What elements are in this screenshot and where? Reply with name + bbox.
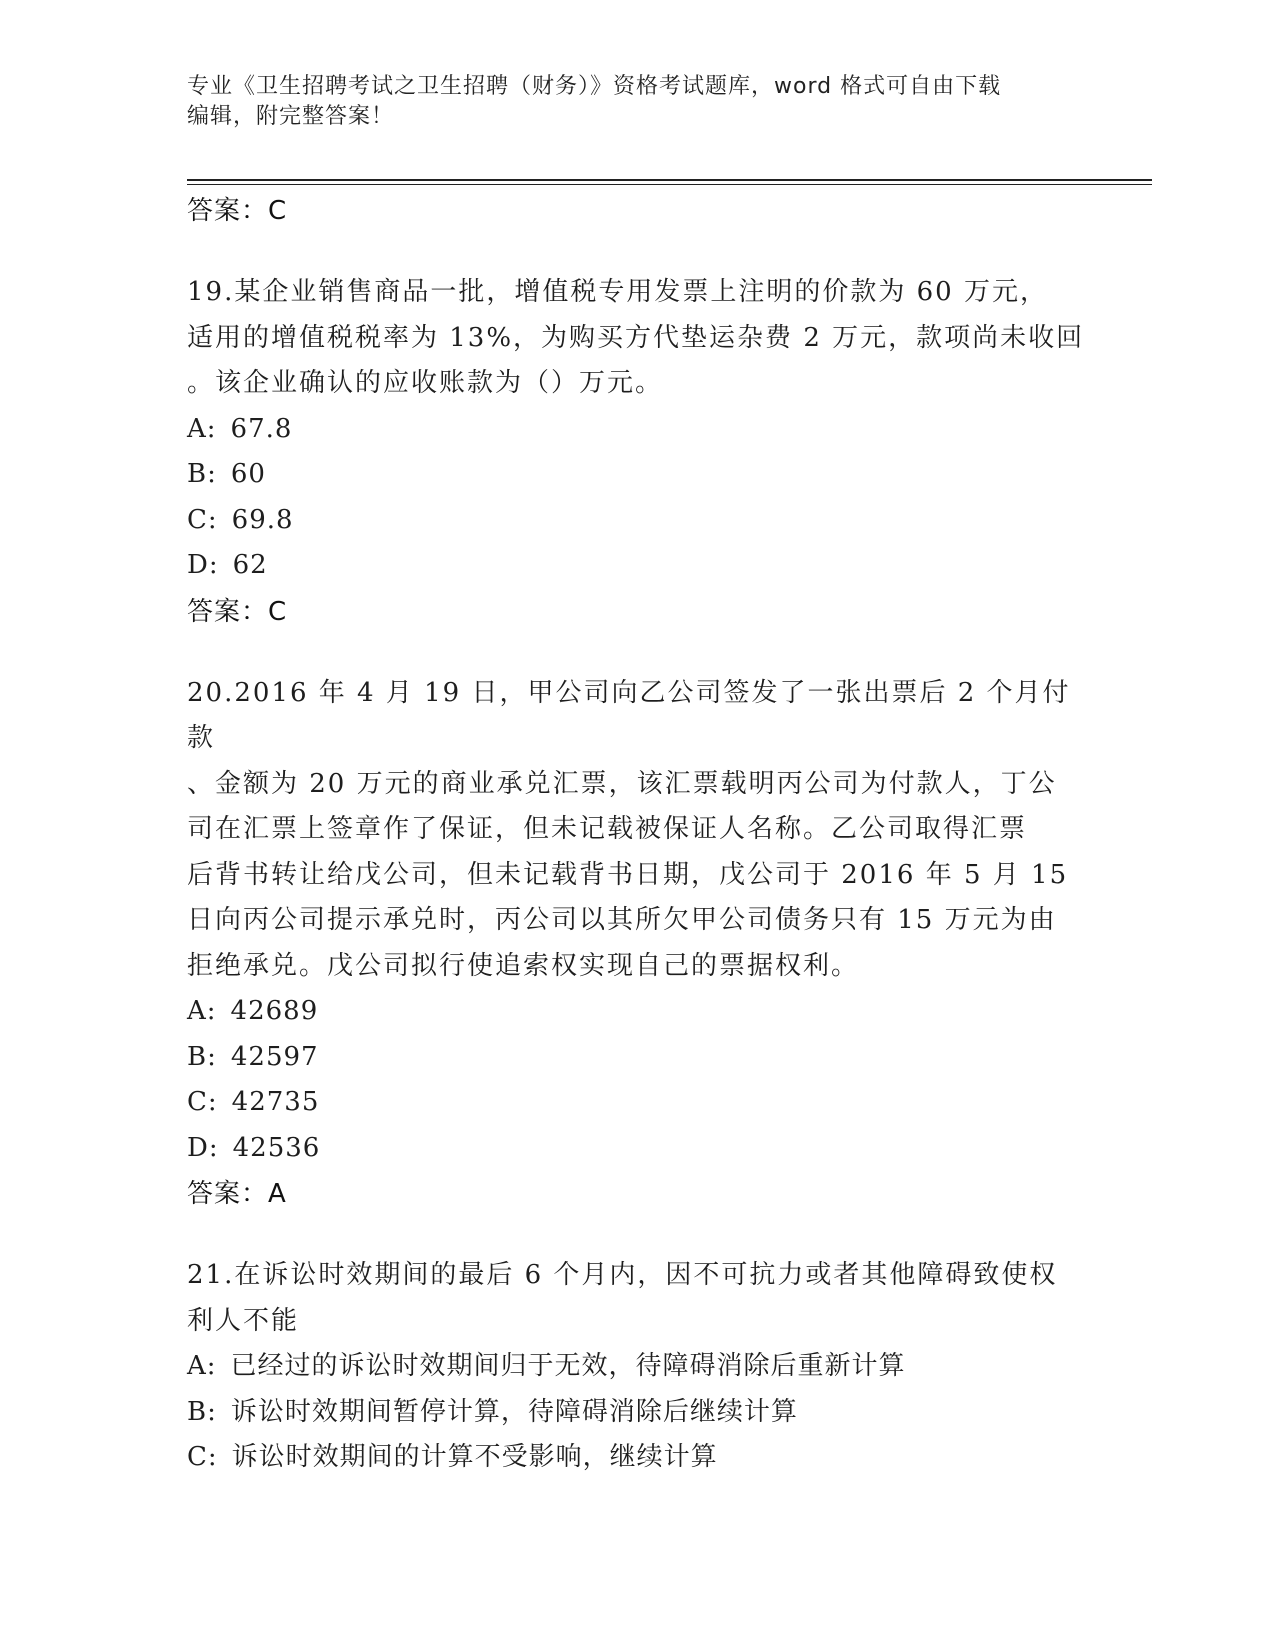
option-letter: C:	[187, 1087, 218, 1117]
stem-line: 后背书转让给戊公司，但未记载背书日期，戊公司于 2016 年 5 月 15	[187, 859, 1069, 890]
question-list	[187, 188, 1087, 1481]
option-d	[187, 1126, 1087, 1172]
option-text: 42597	[230, 1041, 319, 1072]
option-letter: A:	[187, 996, 217, 1026]
option-text: 62	[232, 550, 268, 580]
option-d	[187, 543, 1087, 589]
option-b	[187, 452, 1087, 498]
option-letter: B:	[187, 459, 217, 489]
option-letter: C:	[187, 1442, 218, 1472]
option-text: 诉讼时效期间的计算不受影响，继续计算	[231, 1442, 718, 1472]
header-rule-thin	[187, 184, 1152, 185]
stem-line: 20.2016 年 4 月 19 日，甲公司向乙公司签发了一张出票后 2 个月付款	[187, 677, 1071, 753]
question-stem	[187, 270, 1087, 407]
option-letter: D:	[187, 1132, 219, 1163]
option-letter: A:	[187, 413, 217, 444]
option-text: 诉讼时效期间暂停计算，待障碍消除后继续计算	[230, 1396, 798, 1427]
stem-line: 利人不能	[187, 1305, 300, 1336]
previous-answer: 答案：C	[187, 196, 288, 226]
option-a	[187, 1344, 1087, 1390]
question-stem	[187, 671, 1087, 990]
option-b	[187, 1035, 1087, 1081]
header-rule-thick	[187, 179, 1152, 181]
page-header	[187, 72, 1067, 132]
header-line-1: 专业《卫生招聘考试之卫生招聘（财务）》资格考试题库，word 格式可自由下载	[187, 74, 1002, 99]
option-c	[187, 1080, 1087, 1126]
question-19	[187, 270, 1087, 635]
option-text: 已经过的诉讼时效期间归于无效，待障碍消除后重新计算	[230, 1351, 906, 1381]
stem-line: 。该企业确认的应收账款为（）万元。	[187, 368, 664, 398]
stem-line: 、金额为 20 万元的商业承兑汇票，该汇票载明丙公司为付款人，丁公	[187, 768, 1057, 799]
option-a	[187, 407, 1087, 453]
option-text: 60	[230, 459, 266, 489]
question-21	[187, 1253, 1087, 1481]
option-text: 67.8	[230, 413, 293, 444]
stem-line: 适用的增值税税率为 13%，为购买方代垫运杂费 2 万元，款项尚未收回	[187, 322, 1085, 353]
option-letter: D:	[187, 550, 219, 580]
option-c	[187, 1435, 1087, 1481]
question-stem	[187, 1253, 1087, 1344]
stem-line: 日向丙公司提示承兑时，丙公司以其所欠甲公司债务只有 15 万元为由	[187, 905, 1057, 935]
option-letter: A:	[187, 1351, 217, 1381]
question-20	[187, 671, 1087, 1218]
stem-line: 拒绝承兑。戊公司拟行使追索权实现自己的票据权利。	[187, 950, 860, 981]
option-text: 42536	[232, 1132, 321, 1163]
option-c	[187, 498, 1087, 544]
option-letter: B:	[187, 1041, 217, 1072]
spacer	[187, 1217, 1087, 1253]
option-a	[187, 989, 1087, 1035]
stem-line: 21.在诉讼时效期间的最后 6 个月内，因不可抗力或者其他障碍致使权	[187, 1260, 1058, 1290]
spacer	[187, 234, 1087, 270]
question-answer: 答案：A	[187, 1179, 287, 1209]
option-letter: B:	[187, 1396, 217, 1427]
option-text: 42735	[231, 1087, 320, 1117]
header-line-2: 编辑，附完整答案！	[187, 104, 395, 129]
stem-line: 司在汇票上签章作了保证，但未记载被保证人名称。乙公司取得汇票	[187, 814, 1028, 844]
stem-line: 19.某企业销售商品一批，增值税专用发票上注明的价款为 60 万元，	[187, 277, 1048, 307]
option-b	[187, 1390, 1087, 1436]
spacer	[187, 635, 1087, 671]
option-letter: C:	[187, 504, 218, 535]
question-answer: 答案：C	[187, 596, 288, 627]
option-text: 69.8	[231, 504, 294, 535]
option-text: 42689	[230, 996, 319, 1026]
